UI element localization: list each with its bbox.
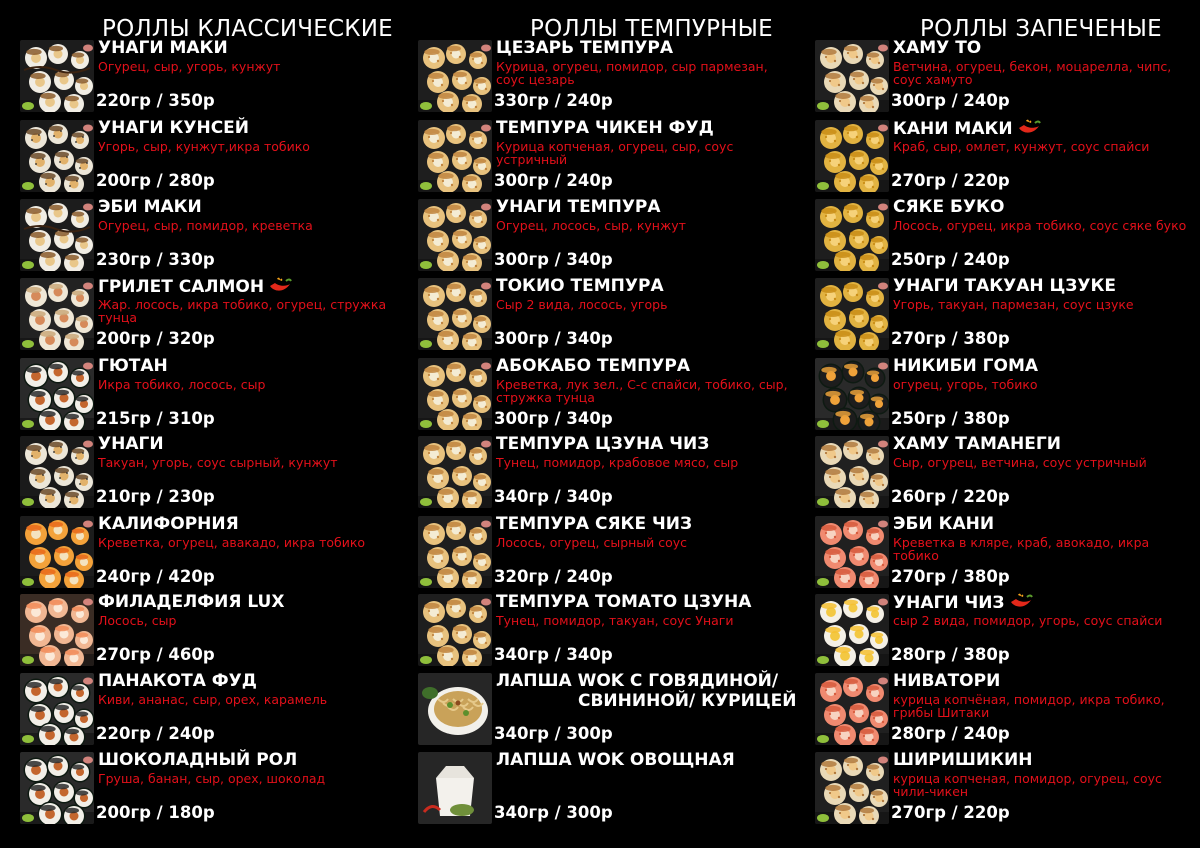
roll-photo [418,278,492,350]
menu-item [815,752,1200,826]
item-name [98,434,164,454]
item-weight-price: 210гр / 230р [96,487,215,506]
menu-item [418,40,803,114]
item-name [98,197,202,217]
item-weight-price: 330гр / 240р [494,91,613,110]
item-weight-price: 340гр / 300р [494,724,613,743]
item-description: Огурец, сыр, угорь, кунжут [98,59,281,74]
item-weight-price: 300гр / 240р [494,171,613,190]
item-name [98,276,292,297]
item-name [893,197,1004,217]
item-description: Курица копченая, огурец, сыр, соус устричный [496,139,734,167]
item-name-text: КАЛИФОРНИЯ [98,514,239,534]
item-description: Тунец, помидор, крабовое мясо, сыр [496,455,739,470]
roll-photo [815,436,889,508]
column-tempura-rolls [418,14,803,822]
item-description: Огурец, сыр, помидор, креветка [98,218,313,233]
menu-item [20,40,405,114]
menu-item [418,358,803,432]
item-weight-price: 200гр / 180р [96,803,215,822]
item-name [496,671,778,691]
item-description: Краб, сыр, омлет, кунжут, соус спайси [893,139,1150,154]
item-name-text: ЭБИ МАКИ [98,197,202,217]
chili-pepper-icon [268,276,292,294]
item-description: Сыр 2 вида, лосось, угорь [496,297,668,312]
chili-pepper-icon [1017,118,1041,136]
item-description: Лосось, сыр [98,613,177,628]
menu-item [20,594,405,668]
item-name [496,750,735,770]
item-name [98,592,284,612]
roll-photo [20,516,94,588]
item-name-text: УНАГИ ТЕМПУРА [496,197,661,217]
roll-photo [815,120,889,192]
item-name-text: НИВАТОРИ [893,671,1001,691]
menu-item [418,278,803,352]
item-name [496,118,714,138]
dish-photo [418,673,492,745]
roll-photo [815,199,889,271]
item-name [496,197,661,217]
roll-photo [418,358,492,430]
item-weight-price: 200гр / 320р [96,329,215,348]
item-description: Ветчина, огурец, бекон, моцарелла, чипс, соус хамуто [893,59,1172,87]
item-weight-price: 250гр / 240р [891,250,1010,269]
item-name [893,592,1033,613]
item-name-text: ЦЕЗАРЬ ТЕМПУРА [496,38,674,58]
column-classic-rolls [20,14,405,822]
menu-item [418,673,803,747]
item-name [496,276,664,296]
item-name [893,38,981,58]
roll-photo [418,516,492,588]
column-title: РОЛЛЫ КЛАССИЧЕСКИЕ [102,16,393,42]
item-description: огурец, угорь, тобико [893,377,1038,392]
item-name-text: ПАНАКОТА ФУД [98,671,257,691]
menu-item [815,673,1200,747]
item-name [496,592,751,612]
item-weight-price: 320гр / 240р [494,567,613,586]
column-baked-rolls [815,14,1200,822]
item-name [496,514,692,534]
item-name [98,671,257,691]
item-weight-price: 270гр / 380р [891,329,1010,348]
item-weight-price: 300гр / 340р [494,409,613,428]
item-weight-price: 230гр / 330р [96,250,215,269]
column-title: РОЛЛЫ ТЕМПУРНЫЕ [530,16,773,42]
item-name-text: УНАГИ ЧИЗ [893,593,1005,613]
roll-photo [418,40,492,112]
roll-photo [815,40,889,112]
menu-item [815,120,1200,194]
item-name-text: ХАМУ ТО [893,38,982,58]
item-name-text: ГЮТАН [98,356,168,376]
menu-item [815,278,1200,352]
menu-item [20,278,405,352]
roll-photo [20,673,94,745]
item-weight-price: 340гр / 340р [494,487,613,506]
item-name [98,38,228,58]
item-name [893,514,994,534]
menu-item [418,120,803,194]
item-name-text: ТЕМПУРА ТОМАТО ЦЗУНА [496,592,752,612]
menu-item [418,752,803,826]
item-name [98,356,168,376]
item-weight-price: 270гр / 220р [891,171,1010,190]
menu-item [815,199,1200,273]
item-name-text: ТЕМПУРА ЦЗУНА ЧИЗ [496,434,710,454]
roll-photo [20,358,94,430]
menu-item [815,40,1200,114]
item-name-text: УНАГИ МАКИ [98,38,228,58]
item-description: Угорь, такуан, пармезан, соус цзуке [893,297,1134,312]
roll-photo [815,752,889,824]
item-name-text: ШИРИШИКИН [893,750,1033,770]
roll-photo [20,120,94,192]
item-weight-price: 300гр / 340р [494,329,613,348]
item-name-text: СЯКЕ БУКО [893,197,1005,217]
menu-item [20,199,405,273]
roll-photo [20,594,94,666]
item-weight-price: 270гр / 220р [891,803,1010,822]
item-description: курица копчёная, помидор, икра тобико, грибы Шитаки [893,692,1165,720]
item-name-text: НИКИБИ ГОМА [893,356,1039,376]
item-description: Креветка, лук зел., С-с спайси, тобико, сыр, стружка тунца [496,377,788,405]
menu-item [815,516,1200,590]
menu-item [815,436,1200,510]
item-name-line2: СВИНИНОЙ/ КУРИЦЕЙ [578,691,797,711]
item-description: Огурец, лосось, сыр, кунжут [496,218,686,233]
item-weight-price: 340гр / 300р [494,803,613,822]
item-name-text: ЭБИ КАНИ [893,514,995,534]
roll-photo [20,436,94,508]
item-weight-price: 220гр / 350р [96,91,215,110]
menu-item [20,436,405,510]
item-name [893,356,1038,376]
menu-item [418,594,803,668]
roll-photo [418,120,492,192]
item-name [893,434,1061,454]
item-description: Груша, банан, сыр, орех, шоколад [98,771,326,786]
item-name-text: ТОКИО ТЕМПУРА [496,276,664,296]
item-name [893,118,1041,139]
chili-pepper-icon [1009,592,1033,610]
item-description: Сыр, огурец, ветчина, соус устричный [893,455,1147,470]
item-name-text: АБОКАБО ТЕМПУРА [496,356,691,376]
item-name [496,434,709,454]
item-name [893,750,1033,770]
item-description: Лосось, огурец, икра тобико, соус сяке буко [893,218,1187,233]
item-weight-price: 270гр / 380р [891,567,1010,586]
roll-photo [20,40,94,112]
item-name [98,514,239,534]
roll-photo [20,752,94,824]
dish-photo [418,752,492,824]
item-description: курица копченая, помидор, огурец, соус чили-чикен [893,771,1162,799]
item-description: Тунец, помидор, такуан, соус Унаги [496,613,734,628]
item-name-text: ТЕМПУРА ЧИКЕН ФУД [496,118,714,138]
item-description: Лосось, огурец, сырный соус [496,535,688,550]
item-weight-price: 270гр / 460р [96,645,215,664]
item-description: Угорь, сыр, кунжут,икра тобико [98,139,310,154]
roll-photo [418,199,492,271]
roll-photo [815,358,889,430]
item-weight-price: 300гр / 240р [891,91,1010,110]
menu-item [418,199,803,273]
item-weight-price: 250гр / 380р [891,409,1010,428]
item-description: Креветка в кляре, краб, авокадо, икра тобико [893,535,1150,563]
menu-item [418,516,803,590]
item-name-text: УНАГИ КУНСЕЙ [98,118,250,138]
item-name-text: ШОКОЛАДНЫЙ РОЛ [98,750,298,770]
roll-photo [815,673,889,745]
menu-item [20,673,405,747]
item-name [98,750,297,770]
menu-item [815,358,1200,432]
roll-photo [815,278,889,350]
item-name-text: КАНИ МАКИ [893,119,1013,139]
item-name [893,671,1000,691]
menu-item [20,516,405,590]
item-description: Киви, ананас, сыр, орех, карамель [98,692,328,707]
item-name-text: ГРИЛЕТ САЛМОН [98,277,265,297]
item-description: Жар. лосось, икра тобико, огурец, стружка тунца [98,297,387,325]
item-name [496,356,690,376]
item-description: Икра тобико, лосось, сыр [98,377,266,392]
menu-item [815,594,1200,668]
item-name-text: ЛАПША WOK ОВОЩНАЯ [496,750,735,770]
menu-item [418,436,803,510]
roll-photo [418,594,492,666]
item-name [496,38,673,58]
item-name-text: ФИЛАДЕЛФИЯ LUX [98,592,285,612]
item-weight-price: 200гр / 280р [96,171,215,190]
item-name [98,118,249,138]
item-name-text: УНАГИ [98,434,164,454]
item-weight-price: 260гр / 220р [891,487,1010,506]
item-name-text: ЛАПША WOK С ГОВЯДИНОЙ/ [496,671,779,691]
roll-photo [20,199,94,271]
item-name-text: ТЕМПУРА СЯКЕ ЧИЗ [496,514,693,534]
item-weight-price: 300гр / 340р [494,250,613,269]
item-name-text: ХАМУ ТАМАНЕГИ [893,434,1061,454]
item-name-text: УНАГИ ТАКУАН ЦЗУКЕ [893,276,1116,296]
item-weight-price: 215гр / 310р [96,409,215,428]
item-description: Креветка, огурец, авакадо, икра тобико [98,535,366,550]
item-name [893,276,1116,296]
item-weight-price: 280гр / 240р [891,724,1010,743]
menu-item [20,358,405,432]
roll-photo [20,278,94,350]
roll-photo [815,594,889,666]
item-description: сыр 2 вида, помидор, угорь, соус спайси [893,613,1163,628]
item-description: Такуан, угорь, соус сырный, кунжут [98,455,338,470]
item-weight-price: 240гр / 420р [96,567,215,586]
item-weight-price: 340гр / 340р [494,645,613,664]
item-weight-price: 280гр / 380р [891,645,1010,664]
menu-item [20,120,405,194]
item-description: Курица, огурец, помидор, сыр пармезан, соус цезарь [496,59,768,87]
item-weight-price: 220гр / 240р [96,724,215,743]
column-title: РОЛЛЫ ЗАПЕЧЕНЫЕ [920,16,1162,42]
roll-photo [418,436,492,508]
menu-item [20,752,405,826]
roll-photo [815,516,889,588]
